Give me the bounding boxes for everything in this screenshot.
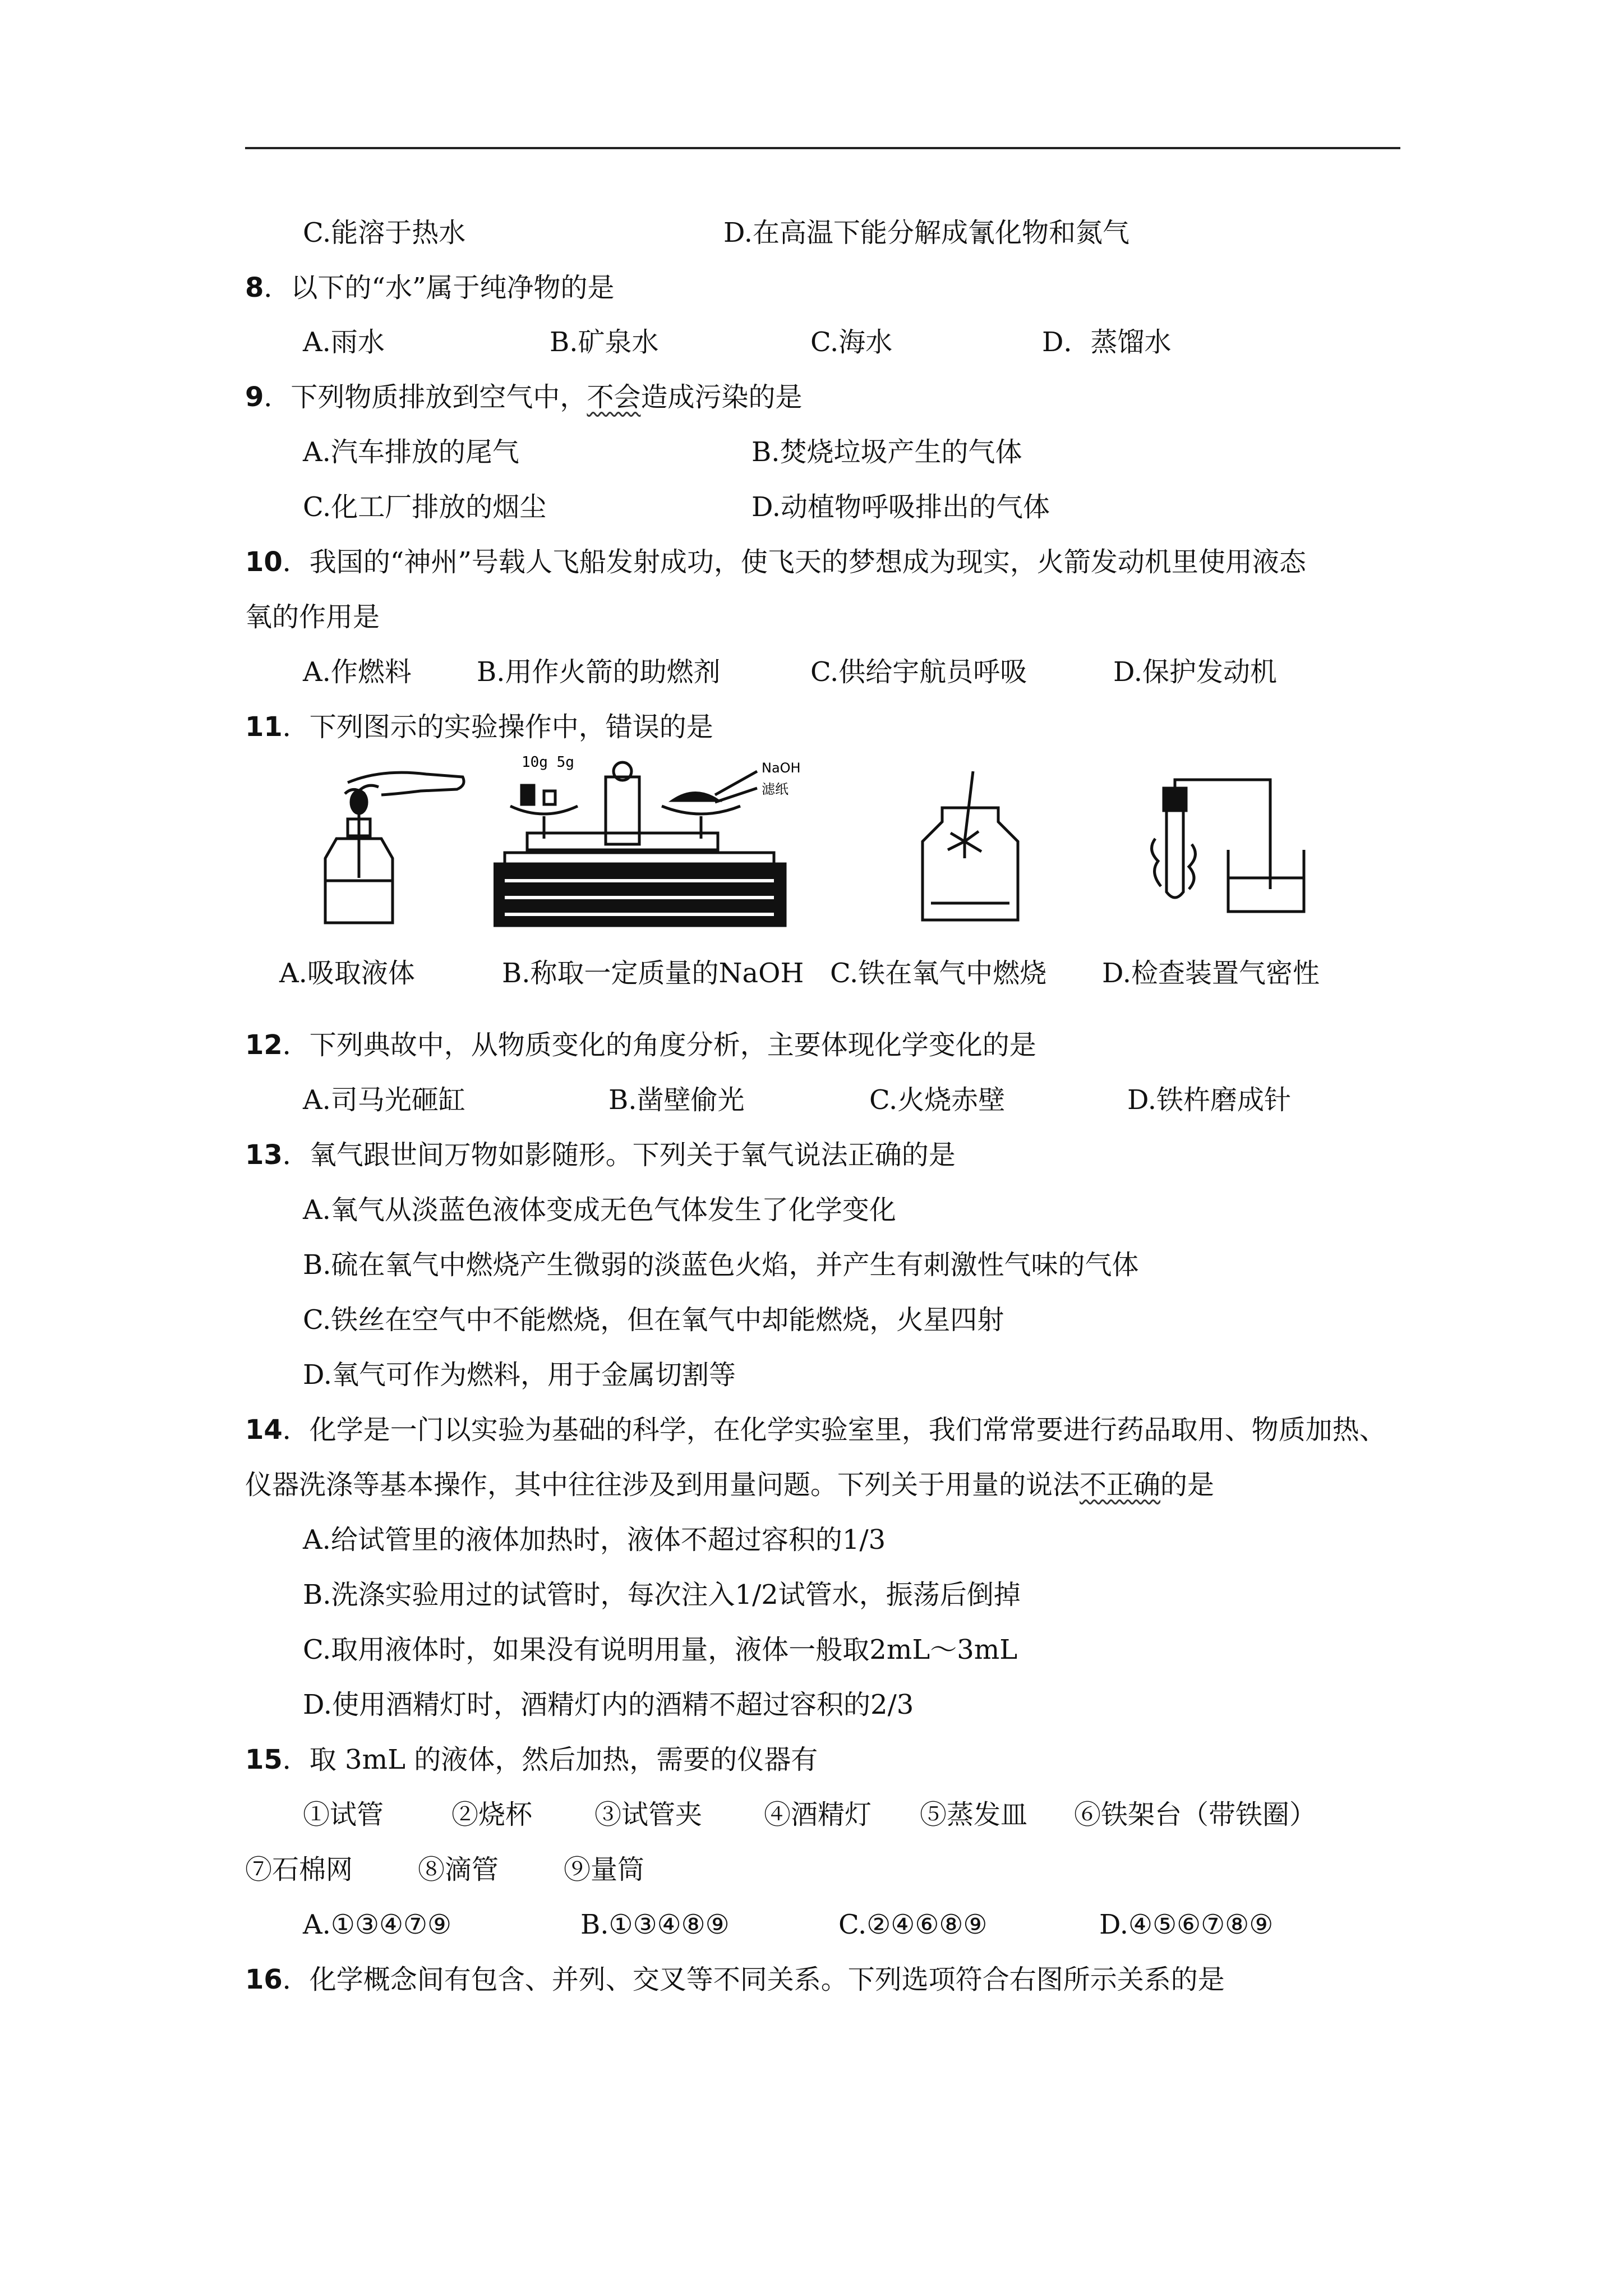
q11-option-b: B.称取一定质量的NaOH — [502, 958, 804, 989]
q12-option-d: D.铁杵磨成针 — [1127, 1084, 1292, 1116]
q15-option-d: D.④⑤⑥⑦⑧⑨ — [1099, 1909, 1274, 1940]
q8-option-c: C.海水 — [810, 326, 893, 358]
q14-emphasis: 不正确 — [1080, 1469, 1161, 1501]
q12-stem-text: ．下列典故中，从物质变化的角度分析，主要体现化学变化的是 — [282, 1029, 1036, 1061]
q15-option-b: B.①③④⑧⑨ — [580, 1909, 730, 1940]
q8-option-a: A.雨水 — [303, 326, 385, 358]
q11-option-c: C.铁在氧气中燃烧 — [830, 958, 1047, 989]
q16-number: 16 — [245, 1964, 283, 1995]
q10-stem-line1 — [245, 545, 1306, 579]
q11-option-d: D.检查装置气密性 — [1102, 958, 1320, 989]
q16-stem-text: ．化学概念间有包含、并列、交叉等不同关系。下列选项符合右图所示关系的是 — [282, 1964, 1225, 1995]
q8-number: 8 — [245, 272, 264, 303]
q7-option-c: C.能溶于热水 — [303, 217, 466, 249]
q15-item-2: ②烧杯 — [451, 1799, 533, 1830]
q15-option-a: A.①③④⑦⑨ — [303, 1909, 452, 1940]
q9-option-d: D.动植物呼吸排出的气体 — [751, 491, 1050, 523]
q11-number: 11 — [245, 711, 283, 743]
q10-option-d: D.保护发动机 — [1113, 656, 1278, 688]
q13-option-a: A.氧气从淡蓝色液体变成无色气体发生了化学变化 — [303, 1194, 896, 1226]
q8-stem — [245, 271, 615, 305]
q14-stem-post: 的是 — [1160, 1469, 1215, 1501]
q10-stem-line2: 氧的作用是 — [245, 601, 380, 633]
figure-b-paper-label: 滤纸 — [762, 781, 789, 797]
q12-option-b: B.凿壁偷光 — [608, 1084, 745, 1116]
q9-stem — [245, 380, 802, 414]
q15-item-7: ⑦石棉网 — [245, 1854, 353, 1885]
figure-d-airtightness — [1144, 777, 1307, 917]
q12-option-c: C.火烧赤壁 — [869, 1084, 1006, 1116]
q13-stem — [245, 1138, 956, 1172]
q9-number: 9 — [245, 381, 264, 413]
q13-option-d: D.氧气可作为燃料，用于金属切割等 — [303, 1359, 736, 1391]
q10-stem-text1: ．我国的“神州”号载人飞船发射成功，使飞天的梦想成为现实，火箭发动机里使用液态 — [282, 546, 1306, 578]
figure-b-naoh-label: NaOH — [762, 760, 801, 776]
figure-b-weights-label: 10g 5g — [522, 754, 574, 771]
q11-stem — [245, 710, 713, 744]
q14-option-c: C.取用液体时，如果没有说明用量，液体一般取2mL～3mL — [303, 1634, 1018, 1665]
q9-option-c: C.化工厂排放的烟尘 — [303, 491, 547, 523]
q15-item-6: ⑥铁架台（带铁圈） — [1074, 1799, 1317, 1830]
q15-item-3: ③试管夹 — [594, 1799, 703, 1830]
q12-number: 12 — [245, 1029, 283, 1061]
q13-option-c: C.铁丝在空气中不能燃烧，但在氧气中却能燃烧，火星四射 — [303, 1304, 1004, 1336]
q10-option-b: B.用作火箭的助燃剂 — [477, 656, 721, 688]
q14-stem-line2 — [245, 1468, 1214, 1502]
q9-option-a: A.汽车排放的尾气 — [303, 436, 519, 468]
q9-emphasis: 不会 — [587, 381, 641, 413]
q9-stem-pre: ．下列物质排放到空气中， — [264, 381, 587, 413]
header-rule — [245, 147, 1400, 149]
q15-item-5: ⑤蒸发皿 — [920, 1799, 1028, 1830]
q14-number: 14 — [245, 1414, 283, 1446]
q13-number: 13 — [245, 1139, 283, 1171]
q8-stem-text: ．以下的“水”属于纯净物的是 — [264, 272, 615, 303]
q13-option-b: B.硫在氧气中燃烧产生微弱的淡蓝色火焰，并产生有刺激性气味的气体 — [303, 1249, 1139, 1281]
q10-number: 10 — [245, 546, 283, 578]
q15-option-c: C.②④⑥⑧⑨ — [838, 1909, 988, 1940]
q16-stem — [245, 1963, 1225, 1996]
q14-stem-text1: ．化学是一门以实验为基础的科学，在化学实验室里，我们常常要进行药品取用、物质加热、 — [282, 1414, 1386, 1446]
q14-option-a: A.给试管里的液体加热时，液体不超过容积的1/3 — [303, 1524, 886, 1556]
q15-item-8: ⑧滴管 — [418, 1854, 499, 1885]
q15-item-1: ①试管 — [303, 1799, 384, 1830]
figure-c-iron-burning — [909, 769, 1032, 926]
q8-option-d: D．蒸馏水 — [1042, 326, 1172, 358]
q15-number: 15 — [245, 1744, 283, 1775]
q15-item-9: ⑨量筒 — [564, 1854, 645, 1885]
q10-option-c: C.供给宇航员呼吸 — [810, 656, 1027, 688]
q14-stem-pre: 仪器洗涤等基本操作，其中往往涉及到用量问题。下列关于用量的说法 — [245, 1469, 1080, 1501]
q9-option-b: B.焚烧垃圾产生的气体 — [751, 436, 1022, 468]
q14-option-b: B.洗涤实验用过的试管时，每次注入1/2试管水，振荡后倒掉 — [303, 1579, 1021, 1611]
q9-stem-post: 造成污染的是 — [640, 381, 803, 413]
q10-option-a: A.作燃料 — [303, 656, 412, 688]
figure-b-balance — [494, 754, 830, 934]
q12-stem — [245, 1028, 1036, 1062]
q13-stem-text: ．氧气跟世间万物如影随形。下列关于氧气说法正确的是 — [282, 1139, 956, 1171]
q15-item-4: ④酒精灯 — [764, 1799, 872, 1830]
q12-option-a: A.司马光砸缸 — [303, 1084, 465, 1116]
q8-option-b: B.矿泉水 — [550, 326, 659, 358]
q11-option-a: A.吸取液体 — [279, 958, 415, 989]
q14-option-d: D.使用酒精灯时，酒精灯内的酒精不超过容积的2/3 — [303, 1689, 914, 1720]
figure-a-dropper — [314, 760, 471, 928]
q11-stem-text: ．下列图示的实验操作中，错误的是 — [282, 711, 713, 743]
q14-stem-line1 — [245, 1413, 1386, 1447]
q15-stem — [245, 1743, 818, 1777]
q7-option-d: D.在高温下能分解成氰化物和氮气 — [723, 217, 1130, 249]
q15-stem-text: ．取 3mL 的液体，然后加热，需要的仪器有 — [282, 1744, 818, 1775]
